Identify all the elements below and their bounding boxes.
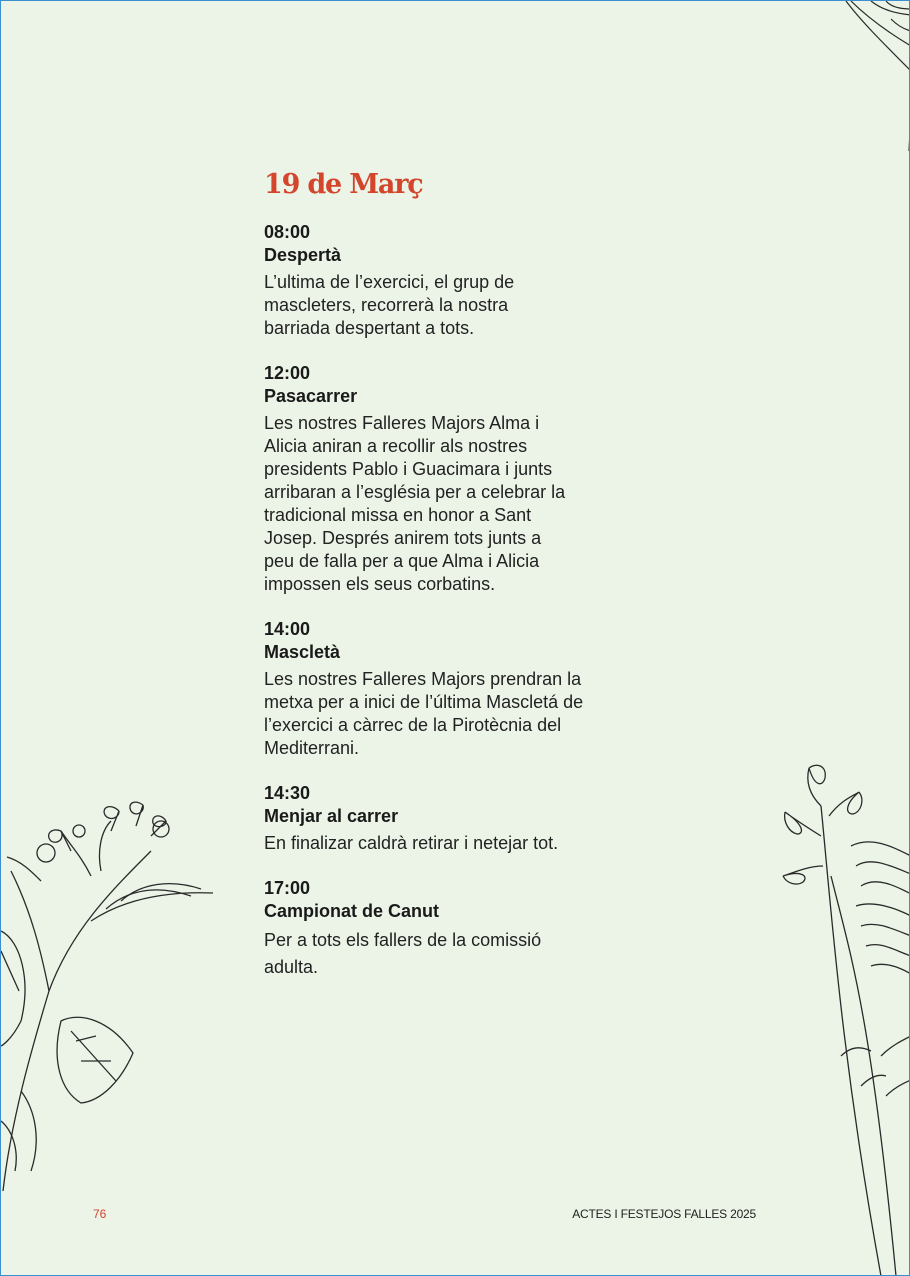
event-time: 12:00 — [264, 363, 311, 383]
event-item — [264, 221, 604, 340]
event-list — [264, 221, 604, 1003]
event-name: Despertà — [264, 245, 342, 265]
event-item — [264, 877, 604, 981]
event-item — [264, 618, 604, 760]
event-name: Pasacarrer — [264, 386, 358, 406]
publication-title: ACTES I FESTEJOS FALLES 2025 — [572, 1207, 756, 1221]
event-description: L’ultima de l’exercici, el grup de mascleters, recorrerà la nostra barriada despertant a tots. — [264, 272, 515, 338]
botanical-illustration-top-right — [831, 1, 910, 151]
event-name: Menjar al carrer — [264, 806, 399, 826]
event-time: 14:30 — [264, 783, 311, 803]
page-number: 76 — [93, 1207, 107, 1221]
event-time: 17:00 — [264, 878, 311, 898]
event-description: Les nostres Falleres Majors Alma i Alicia aniran a recollir als nostres presidents Pablo i Guacimara i junts arribaran a l’església per a celebrar la tradicional missa en honor a Sant Josep. Després anirem tots junts a peu de falla per a que Alma i Alicia impossen els seus corbatins. — [264, 413, 566, 594]
day-title: 19 de Març — [264, 169, 423, 200]
event-time: 08:00 — [264, 222, 311, 242]
event-description: En finalizar caldrà retirar i netejar tot. — [264, 833, 559, 853]
event-description: Per a tots els fallers de la comissió adulta. — [264, 930, 542, 977]
event-item — [264, 782, 604, 855]
event-description: Les nostres Falleres Majors prendran la metxa per a inici de l’última Mascletá de l’exercici a càrrec de la Pirotècnia del Mediterrani. — [264, 669, 584, 758]
event-name: Campionat de Canut — [264, 901, 440, 921]
event-item — [264, 362, 604, 596]
event-name: Mascletà — [264, 642, 341, 662]
botanical-illustration-bottom-left — [1, 791, 221, 1191]
botanical-illustration-bottom-right — [761, 756, 910, 1276]
event-time: 14:00 — [264, 619, 311, 639]
